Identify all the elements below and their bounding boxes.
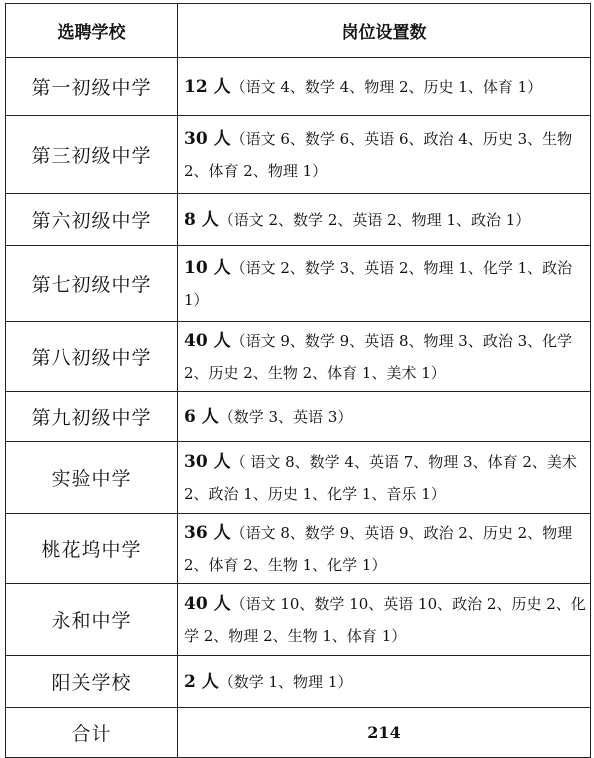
table-row — [6, 392, 591, 442]
position-count: 10 人 — [184, 257, 231, 278]
table-row — [6, 584, 591, 656]
subject-list: （语文 2、数学 3、英语 2、物理 1、化学 1、政治 1） — [184, 258, 573, 309]
position-count: 36 人 — [184, 522, 231, 543]
school-name: 第九初级中学 — [6, 392, 178, 442]
total-label: 合计 — [6, 708, 178, 758]
position-count: 8 人 — [184, 209, 219, 230]
subject-list: （数学 3、英语 3） — [218, 407, 353, 426]
position-detail — [178, 116, 591, 194]
position-detail — [178, 656, 591, 708]
school-name: 阳关学校 — [6, 656, 178, 708]
subject-list: （语文 8、数学 9、英语 9、政治 2、历史 2、物理 2、体育 2、生物 1、化学 1） — [184, 523, 573, 574]
table-row — [6, 58, 591, 116]
table-row — [6, 514, 591, 584]
position-count: 40 人 — [184, 593, 231, 614]
header-row — [6, 4, 591, 58]
school-name: 第三初级中学 — [6, 116, 178, 194]
subject-list: （ 语文 8、数学 4、英语 7、物理 3、体育 2、美术 2、政治 1、历史 1、化学 1、音乐 1） — [184, 452, 577, 503]
position-detail — [178, 392, 591, 442]
school-name: 实验中学 — [6, 442, 178, 514]
subject-list: （语文 2、数学 2、英语 2、物理 1、政治 1） — [218, 210, 531, 229]
total-row — [6, 708, 591, 758]
school-name: 第八初级中学 — [6, 322, 178, 392]
school-name: 第一初级中学 — [6, 58, 178, 116]
position-count: 6 人 — [184, 406, 219, 427]
position-count: 12 人 — [184, 76, 231, 97]
position-count: 2 人 — [184, 671, 219, 692]
position-detail — [178, 194, 591, 246]
position-detail — [178, 246, 591, 322]
school-name: 第六初级中学 — [6, 194, 178, 246]
position-detail — [178, 514, 591, 584]
header-school: 选聘学校 — [6, 4, 178, 58]
position-detail — [178, 322, 591, 392]
school-name: 第七初级中学 — [6, 246, 178, 322]
position-detail — [178, 584, 591, 656]
position-count: 40 人 — [184, 330, 231, 351]
positions-table — [5, 3, 591, 758]
subject-list: （语文 10、数学 10、英语 10、政治 2、历史 2、化学 2、物理 2、生物 1、体育 1） — [184, 594, 586, 645]
table-row — [6, 116, 591, 194]
table-row — [6, 442, 591, 514]
table-row — [6, 656, 591, 708]
table-row — [6, 194, 591, 246]
position-detail — [178, 442, 591, 514]
table-row — [6, 322, 591, 392]
position-detail — [178, 58, 591, 116]
school-name: 永和中学 — [6, 584, 178, 656]
school-name: 桃花坞中学 — [6, 514, 178, 584]
table-row — [6, 246, 591, 322]
subject-list: （语文 9、数学 9、英语 8、物理 3、政治 3、化学 2、历史 2、生物 2、体育 1、美术 1） — [184, 331, 573, 382]
total-value: 214 — [178, 708, 591, 758]
subject-list: （语文 6、数学 6、英语 6、政治 4、历史 3、生物 2、体育 2、物理 1） — [184, 129, 573, 180]
header-positions: 岗位设置数 — [178, 4, 591, 58]
position-count: 30 人 — [184, 128, 231, 149]
subject-list: （数学 1、物理 1） — [218, 672, 353, 691]
position-count: 30 人 — [184, 451, 231, 472]
subject-list: （语文 4、数学 4、物理 2、历史 1、体育 1） — [230, 77, 543, 96]
